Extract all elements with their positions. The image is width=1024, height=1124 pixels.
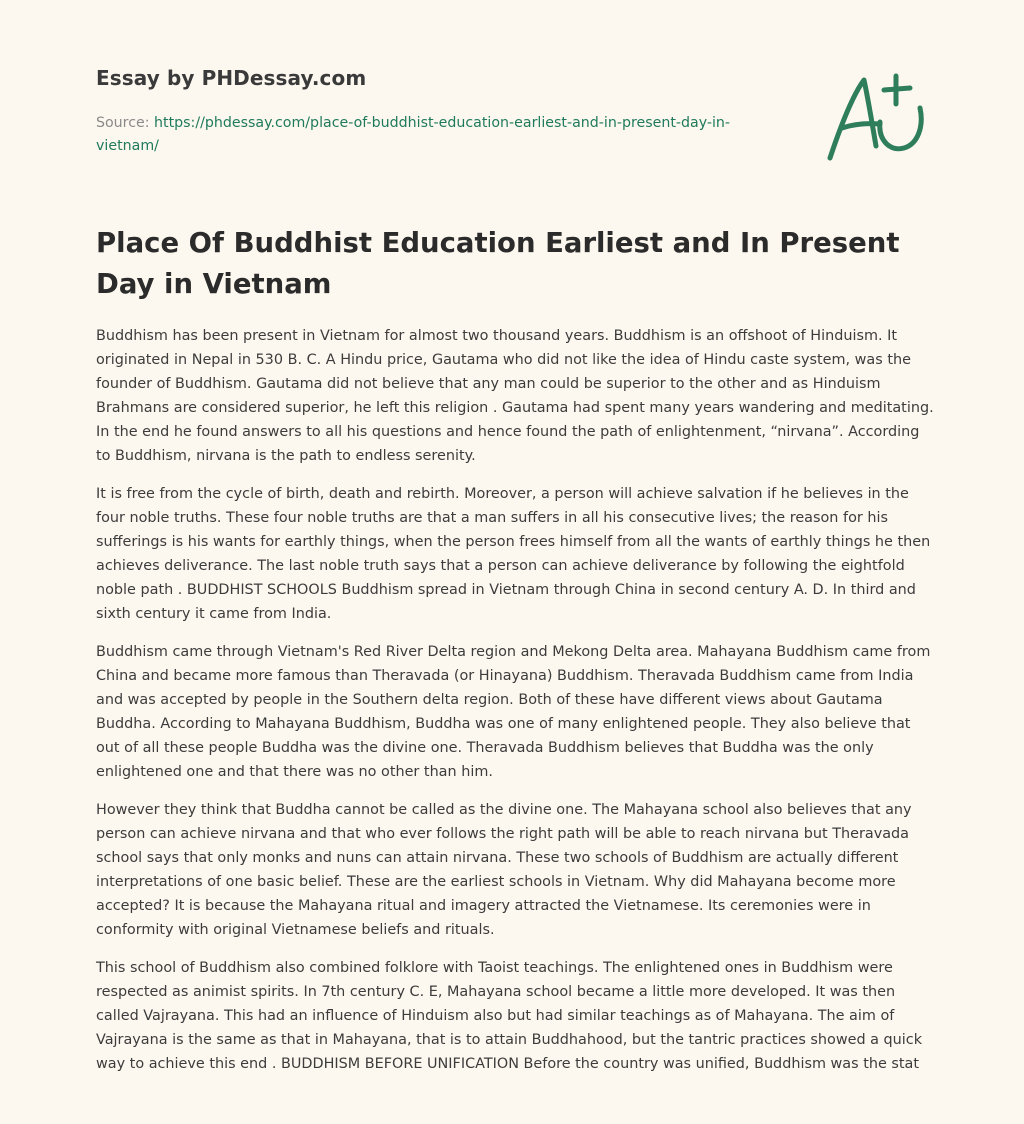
a-plus-logo-icon [820, 68, 930, 168]
source-line [96, 112, 776, 158]
paragraph: Buddhism came through Vietnam's Red River Delta region and Mekong Delta area. Mahayana Buddhism came from China and became more famous than Theravada (or Hinayana) Buddhism. Theravada Buddhism came from India and was accepted by people in the Southern delta region. Both of these have different views about Gautama Buddha. According to Mahayana Buddhism, Buddha was one of many enlightened people. They also believe that out of all these people Buddha was the divine one. Theravada Buddhism believes that Buddha was the only enlightened one and that there was no other than him. [96, 644, 931, 780]
article-body [96, 324, 936, 1090]
source-link[interactable]: https://phdessay.com/place-of-buddhist-education-earliest-and-in-present-day-in-vietnam/ [96, 115, 731, 154]
site-brand: Essay by PHDessay.com [96, 66, 367, 90]
paragraph: It is free from the cycle of birth, death and rebirth. Moreover, a person will achieve salvation if he believes in the four noble truths. These four noble truths are that a man suffers in all his consecutive lives; the reason for his sufferings is his wants for earthly things, when the person frees himself from all the wants of earthly things he then achieves deliverance. The last noble truth says that a person can achieve deliverance by following the eightfold noble path . BUDDHIST SCHOOLS Buddhism spread in Vietnam through China in second century A. D. In third and sixth century it came from India. [96, 486, 931, 622]
paragraph: This school of Buddhism also combined folklore with Taoist teachings. The enlightened ones in Buddhism were respected as animist spirits. In 7th century C. E, Mahayana school became a little more developed. It was then called Vajrayana. This had an influence of Hinduism also but had similar teachings as of Mahayana. The aim of Vajrayana is the same as that in Mahayana, that is to attain Buddhahood, but the tantric practices showed a quick way to achieve this end . BUDDHISM BEFORE UNIFICATION Before the country was unified, Buddhism was the stat [96, 960, 923, 1072]
paragraph: However they think that Buddha cannot be called as the divine one. The Mahayana school also believes that any person can achieve nirvana and that who ever follows the right path will be able to reach nirvana but Theravada school says that only monks and nuns can attain nirvana. These two schools of Buddhism are actually different interpretations of one basic belief. These are the earliest schools in Vietnam. Why did Mahayana become more accepted? It is because the Mahayana ritual and imagery attracted the Vietnamese. Its ceremonies were in conformity with original Vietnamese beliefs and rituals. [96, 802, 912, 938]
article-title: Place Of Buddhist Education Earliest and In Present Day in Vietnam [96, 227, 900, 300]
source-label: Source: [96, 115, 155, 131]
paragraph: Buddhism has been present in Vietnam for almost two thousand years. Buddhism is an offshoot of Hinduism. It originated in Nepal in 530 B. C. A Hindu price, Gautama who did not like the idea of Hindu caste system, was the founder of Buddhism. Gautama did not believe that any man could be superior to the other and as Hinduism Brahmans are considered superior, he left this religion . Gautama had spent many years wandering and meditating. In the end he found answers to all his questions and hence found the path of enlightenment, “nirvana”. According to Buddhism, nirvana is the path to endless serenity. [96, 328, 934, 464]
